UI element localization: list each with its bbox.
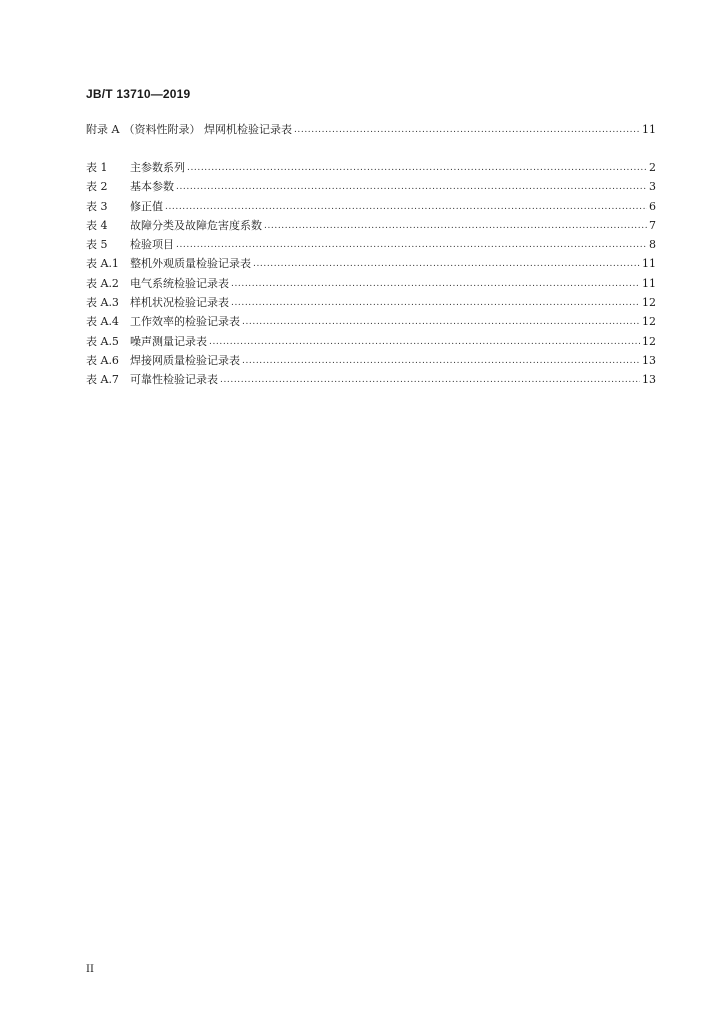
toc-entry-title: 整机外观质量检验记录表 <box>130 257 251 271</box>
toc-entry-page: 8 <box>649 238 656 252</box>
toc-entry-number: 附录 A <box>86 123 120 136</box>
toc-entry-page: 6 <box>649 199 656 213</box>
toc-entry-table-3[interactable] <box>86 197 656 216</box>
toc-entry-table-a2[interactable] <box>86 274 656 293</box>
toc-entry-page: 13 <box>642 353 656 367</box>
toc-entry-number: 表 A.7 <box>86 373 119 387</box>
toc-entry-title: 噪声测量记录表 <box>130 334 207 348</box>
toc-entry-number: 表 3 <box>86 199 108 213</box>
toc-entry-page: 3 <box>649 180 656 194</box>
toc-entry-table-4[interactable] <box>86 216 656 235</box>
toc-dot-leader <box>253 255 640 274</box>
toc-dot-leader <box>165 198 647 217</box>
page-number: II <box>86 964 94 975</box>
toc-entry-table-1[interactable] <box>86 158 656 177</box>
toc-dot-leader <box>264 217 647 236</box>
toc-dot-leader <box>242 352 640 371</box>
toc-entry-table-5[interactable] <box>86 235 656 254</box>
toc-entry-table-a7[interactable] <box>86 370 656 389</box>
toc-entry-page: 11 <box>642 276 656 290</box>
toc-entry-title: 样机状况检验记录表 <box>130 296 229 310</box>
toc-dot-leader <box>209 333 640 352</box>
toc-entry-table-a6[interactable] <box>86 351 656 370</box>
toc-dot-leader <box>294 121 640 140</box>
toc-entry-title: 检验项目 <box>130 238 174 252</box>
toc-table-list <box>86 158 656 390</box>
toc-entry-number: 表 A.6 <box>86 353 119 367</box>
toc-dot-leader <box>187 159 647 178</box>
toc-entry-table-a4[interactable] <box>86 312 656 331</box>
toc-entry-title: 基本参数 <box>130 180 174 194</box>
toc-dot-leader <box>231 294 640 313</box>
toc-entry-table-a5[interactable] <box>86 332 656 351</box>
standard-code: JB/T 13710—2019 <box>86 87 191 101</box>
toc-entry-title: 电气系统检验记录表 <box>130 276 229 290</box>
toc-entry-table-2[interactable] <box>86 177 656 196</box>
toc-entry-number: 表 A.5 <box>86 334 119 348</box>
toc-entry-appendix-a[interactable] <box>86 120 656 139</box>
toc-appendix-section <box>86 120 656 139</box>
toc-entry-title: 修正值 <box>130 199 163 213</box>
toc-entry-number: 表 A.2 <box>86 276 119 290</box>
toc-entry-page: 13 <box>642 373 656 387</box>
toc-dot-leader <box>176 236 647 255</box>
toc-entry-page: 2 <box>649 161 656 174</box>
toc-entry-table-a3[interactable] <box>86 293 656 312</box>
toc-entry-title: 故障分类及故障危害度系数 <box>130 218 262 232</box>
toc-entry-table-a1[interactable] <box>86 254 656 273</box>
toc-entry-page: 7 <box>649 218 656 232</box>
toc-entry-title: 焊接网质量检验记录表 <box>130 353 240 367</box>
toc-entry-page: 11 <box>642 257 656 271</box>
toc-entry-number: 表 A.1 <box>86 257 119 271</box>
toc-entry-title: 主参数系列 <box>130 161 185 174</box>
toc-entry-number: 表 1 <box>86 161 108 174</box>
toc-entry-page: 12 <box>642 315 656 329</box>
toc-entry-number: 表 A.4 <box>86 315 119 329</box>
toc-entry-number: 表 4 <box>86 218 108 232</box>
toc-entry-number: 表 5 <box>86 238 108 252</box>
toc-dot-leader <box>220 371 640 390</box>
toc-entry-number: 表 A.3 <box>86 296 119 310</box>
toc-dot-leader <box>242 313 640 332</box>
toc-entry-page: 12 <box>642 334 656 348</box>
toc-entry-title: 可靠性检验记录表 <box>130 373 218 387</box>
toc-entry-title: （资料性附录） 焊网机检验记录表 <box>123 123 292 136</box>
toc-entry-page: 12 <box>642 296 656 310</box>
toc-dot-leader <box>176 178 647 197</box>
toc-entry-page: 11 <box>642 123 656 136</box>
toc-entry-number: 表 2 <box>86 180 108 194</box>
toc-entry-title: 工作效率的检验记录表 <box>130 315 240 329</box>
toc-dot-leader <box>231 275 640 294</box>
